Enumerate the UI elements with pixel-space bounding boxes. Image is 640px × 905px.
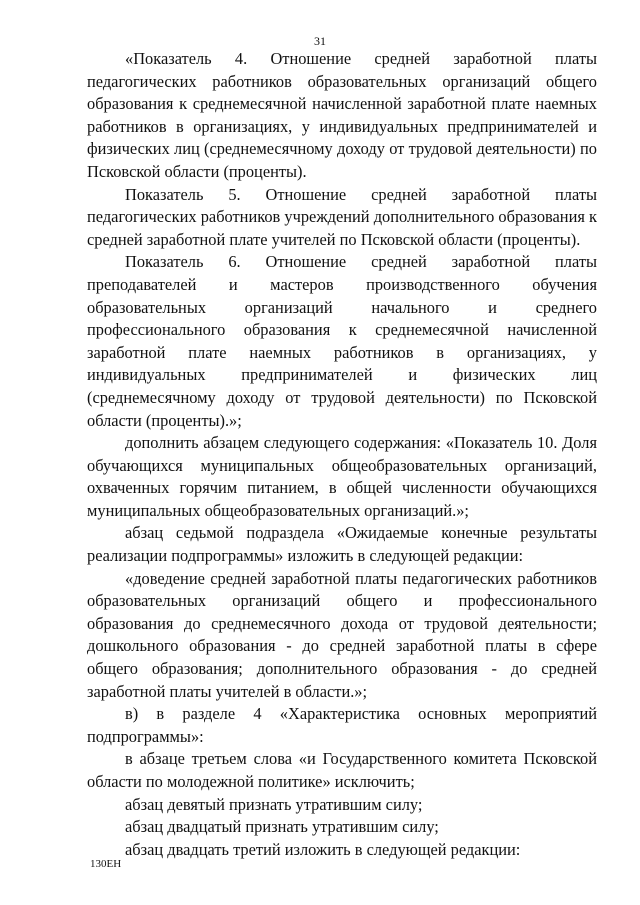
document-code: 130ЕН: [90, 858, 122, 870]
paragraph-salary-goal: «доведение средней заработной платы педагогических работников образовательных организаций общего и профессионального образования до среднемесячного дохода от трудовой деятельности; дошкольного образования - до средней заработной платы в сфере общего образования; дополнительного образования - до средней заработной платы учителей в области.»;: [87, 568, 597, 701]
paragraph-ninth-abzac: абзац девятый признать утратившим силу;: [125, 794, 423, 814]
paragraph-third-abzac: в абзаце третьем слова «и Государственного комитета Псковской области по молодежной политике» исключить;: [87, 749, 597, 791]
document-body: [87, 48, 597, 861]
page-number: 31: [314, 34, 326, 48]
paragraph-seventh-abzac: абзац седьмой подраздела «Ожидаемые конечные результаты реализации подпрограммы» изложить в следующей редакции:: [87, 523, 597, 566]
paragraph-add-indicator-10: дополнить абзацем следующего содержания: «Показатель 10. Доля обучающихся муниципальных общеобразовательных организаций, охваченных горячим питанием, в общей численности обучающихся муниципальных общеобразовательных организаций.»;: [87, 433, 597, 520]
paragraph-indicator-6: Показатель 6. Отношение средней заработной платы преподавателей и мастеров производственного обучения образовательных организаций начального и среднего профессионального образования к среднемесячной начисленной заработной плате наемных работников в организациях, у индивидуальных предпринимателей и физических лиц (среднемесячному доходу от трудовой деятельности) по Псковской области (проценты).»;: [87, 252, 597, 430]
paragraph-indicator-4: «Показатель 4. Отношение средней заработной платы педагогических работников образовательных организаций общего образования к среднемесячной начисленной заработной плате наемных работников в организациях, у индивидуальных предпринимателей и физических лиц (среднемесячному доходу от трудовой деятельности) по Псковской области (проценты).: [87, 49, 597, 181]
paragraph-indicator-5: Показатель 5. Отношение средней заработной платы педагогических работников учреждений дополнительного образования к средней заработной плате учителей по Псковской области (проценты).: [87, 184, 597, 249]
paragraph-twenty-third-abzac: абзац двадцать третий изложить в следующей редакции:: [125, 839, 521, 859]
paragraph-twentieth-abzac: абзац двадцатый признать утратившим силу;: [125, 817, 439, 837]
paragraph-section-4: в) в разделе 4 «Характеристика основных мероприятий подпрограммы»:: [87, 704, 597, 746]
